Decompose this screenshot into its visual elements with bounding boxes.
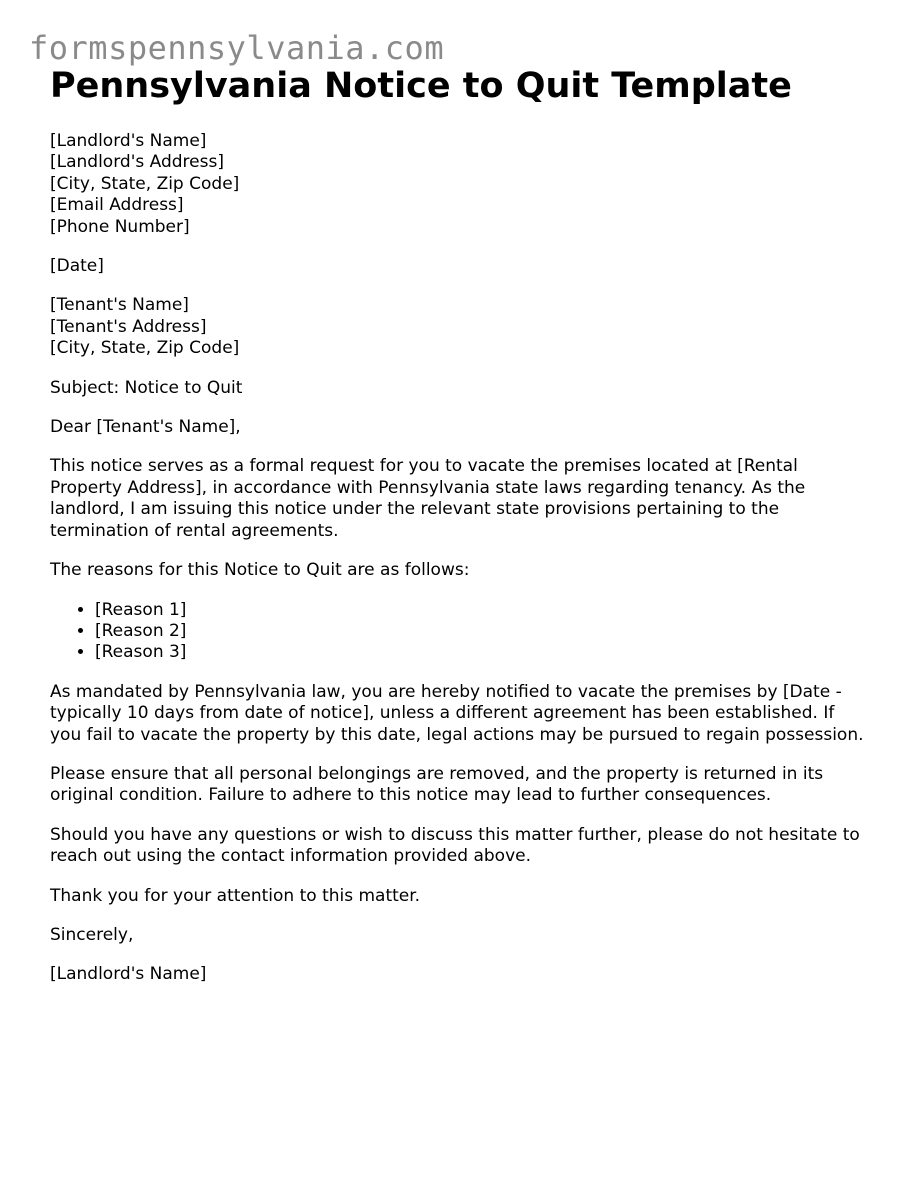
page-title: Pennsylvania Notice to Quit Template (50, 66, 792, 106)
landlord-city-state-zip: [City, State, Zip Code] (50, 173, 240, 194)
reason-item: • [Reason 3] (95, 642, 870, 663)
landlord-name: [Landlord's Name] (50, 131, 207, 151)
reason-item: • [Reason 1] (95, 600, 870, 621)
letter-subject: Subject: Notice to Quit (50, 377, 243, 398)
paragraph-intro: This notice serves as a formal request for you to vacate the premises located at [Rental Property Address], in accordance with Pennsylvania state laws regarding tenancy. As the landlord, I am issuing this notice under the relevant state provisions pertaining to the termination of rental agreements. (50, 456, 806, 541)
letter-date: [Date] (50, 256, 104, 277)
reason-item: • [Reason 2] (95, 621, 870, 642)
tenant-address-block (50, 295, 870, 359)
tenant-address: [Tenant's Address] (50, 316, 207, 337)
thanks-line: Thank you for your attention to this matter. (50, 885, 421, 906)
site-watermark: formspennsylvania.com (29, 29, 445, 67)
letter-salutation: Dear [Tenant's Name], (50, 417, 241, 438)
paragraph-belongings: Please ensure that all personal belongings are removed, and the property is returned in its original condition. Failure to adhere to this notice may lead to further consequences. (50, 763, 824, 806)
tenant-city-state-zip: [City, State, Zip Code] (50, 338, 240, 359)
landlord-address-block (50, 131, 870, 238)
reasons-intro: The reasons for this Notice to Quit are as follows: (50, 560, 470, 581)
signature-line: [Landlord's Name] (50, 964, 207, 985)
paragraph-mandate: As mandated by Pennsylvania law, you are hereby notified to vacate the premises by [Date - typically 10 days from date of notice], unless a different agreement has been established. If you fail to vacate the property by this date, legal actions may be pursued to regain possession. (50, 681, 864, 745)
paragraph-questions: Should you have any questions or wish to discuss this matter further, please do not hesitate to reach out using the contact information provided above. (50, 824, 860, 867)
landlord-email: [Email Address] (50, 195, 184, 216)
closing-line: Sincerely, (50, 924, 134, 945)
letter-body (50, 131, 870, 1004)
tenant-name: [Tenant's Name] (50, 295, 189, 316)
landlord-address: [Landlord's Address] (50, 152, 224, 173)
reasons-list (50, 600, 870, 664)
landlord-phone: [Phone Number] (50, 216, 190, 237)
